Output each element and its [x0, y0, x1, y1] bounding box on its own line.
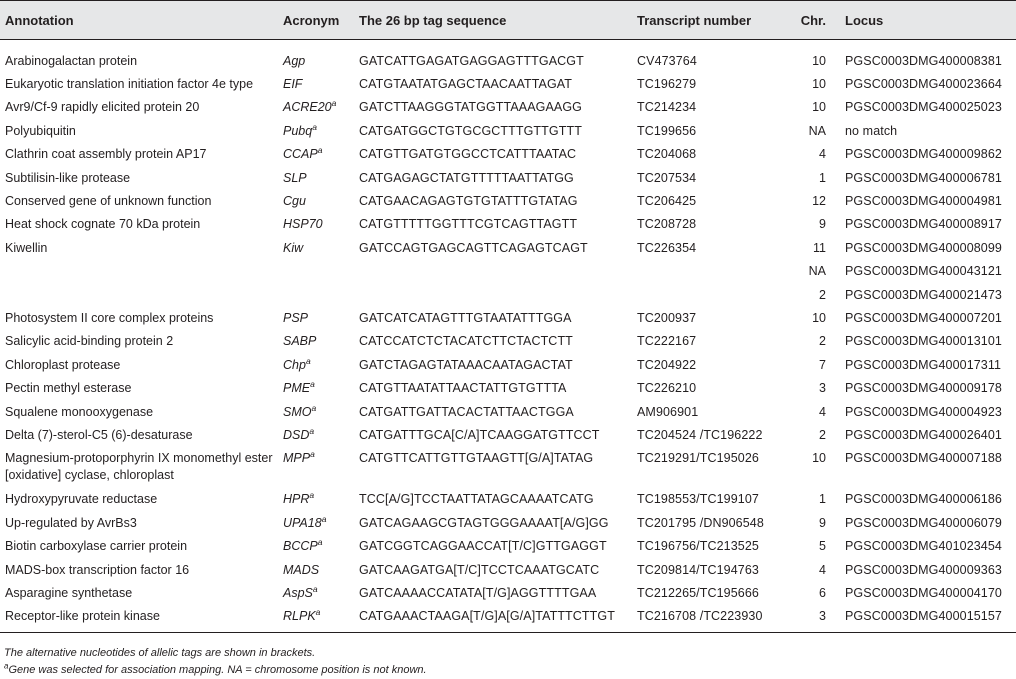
cell-annotation [0, 283, 278, 306]
cell-locus: PGSC0003DMG400017311 [845, 357, 1002, 372]
cell-tag-sequence: GATCCAGTGAGCAGTTCAGAGTCAGT [359, 240, 588, 255]
cell-tag-sequence: GATCAGAAGCGTAGTGGGAAAAT[A/G]GG [359, 515, 609, 530]
acronym-text: Agp [283, 53, 306, 68]
cell-locus: PGSC0003DMG400043121 [845, 264, 1002, 279]
cell-locus: PGSC0003DMG400004170 [845, 585, 1002, 600]
cell-transcript-number: TC209814/TC194763 [637, 562, 759, 577]
cell-transcript-number: TC208728 [637, 217, 697, 232]
cell-locus: PGSC0003DMG400026401 [845, 427, 1002, 442]
cell-annotation: Kiwellin [5, 240, 48, 255]
cell-transcript-number: TC196756/TC213525 [637, 539, 759, 554]
cell-chromosome: 12 [812, 194, 826, 209]
cell-chromosome: 1 [819, 170, 826, 185]
cell-acronym [278, 605, 354, 633]
cell-tag-sequence: GATCATTGAGATGAGGAGTTTGACGT [359, 53, 584, 68]
footnote-marker: a [309, 425, 315, 436]
cell-transcript-number: TC204922 [637, 357, 697, 372]
cell-transcript-number: TC198553/TC199107 [637, 492, 759, 507]
cell-acronym [278, 40, 354, 73]
footnote-marker: a [311, 402, 317, 413]
cell-chromosome: 10 [812, 100, 826, 115]
cell-transcript-number: TC207534 [637, 170, 697, 185]
cell-transcript-number [632, 260, 780, 283]
cell-transcript-number: TC222167 [637, 334, 697, 349]
cell-transcript-number: TC204524 /TC196222 [637, 427, 763, 442]
acronym-text: HPR [283, 492, 310, 507]
acronym-text: MADS [283, 562, 320, 577]
cell-transcript-number: TC200937 [637, 310, 697, 325]
cell-acronym [278, 143, 354, 166]
table-row [0, 40, 1016, 73]
cell-transcript-number: TC212265/TC195666 [637, 585, 759, 600]
header-acronym: Acronym [278, 1, 354, 40]
cell-chromosome: 4 [819, 147, 826, 162]
cell-tag-sequence: GATCATCATAGTTTGTAATATTTGGA [359, 310, 572, 325]
cell-annotation: Chloroplast protease [5, 357, 121, 372]
cell-locus: PGSC0003DMG400008381 [845, 53, 1002, 68]
cell-locus: PGSC0003DMG400004981 [845, 194, 1002, 209]
table-row [0, 236, 1016, 259]
table-header-row [0, 1, 1016, 40]
acronym-text: EIF [283, 77, 303, 92]
cell-chromosome: 10 [812, 450, 826, 465]
footnote-marker: a [312, 583, 318, 594]
acronym-text: DSD [283, 427, 310, 442]
acronym-text: SMO [283, 404, 312, 419]
cell-acronym [278, 260, 354, 283]
cell-tag-sequence: GATCGGTCAGGAACCAT[T/C]GTTGAGGT [359, 539, 607, 554]
cell-chromosome: NA [808, 123, 826, 138]
cell-acronym [278, 189, 354, 212]
cell-annotation: Clathrin coat assembly protein AP17 [5, 147, 207, 162]
cell-chromosome: 2 [819, 287, 826, 302]
cell-chromosome: 10 [812, 77, 826, 92]
table-footnotes [4, 645, 427, 679]
cell-chromosome: 10 [812, 310, 826, 325]
header-chromosome: Chr. [780, 1, 840, 40]
cell-transcript-number: TC196279 [637, 77, 697, 92]
table-row [0, 119, 1016, 142]
acronym-text: AspS [283, 585, 313, 600]
table-row [0, 558, 1016, 581]
cell-acronym [278, 423, 354, 446]
footnote-marker: a [309, 490, 315, 501]
cell-acronym [278, 511, 354, 534]
cell-transcript-number: TC216708 /TC223930 [632, 605, 780, 633]
cell-tag-sequence: CATGTTTTTGGTTTCGTCAGTTAGTT [359, 217, 578, 232]
cell-transcript-number: TC206425 [637, 194, 697, 209]
cell-acronym [278, 447, 354, 488]
cell-locus: PGSC0003DMG400009363 [845, 562, 1002, 577]
header-locus: Locus [840, 1, 1016, 40]
acronym-text: Cgu [283, 194, 306, 209]
footnote-marker: a [317, 536, 323, 547]
cell-locus: PGSC0003DMG400013101 [845, 334, 1002, 349]
cell-tag-sequence: CATGATTTGCA[C/A]TCAAGGATGTTCCT [359, 427, 600, 442]
cell-annotation: Salicylic acid-binding protein 2 [5, 334, 174, 349]
cell-chromosome: 4 [819, 562, 826, 577]
cell-chromosome: 9 [819, 217, 826, 232]
cell-locus: PGSC0003DMG400008917 [845, 217, 1002, 232]
cell-annotation: Eukaryotic translation initiation factor 4e type [5, 77, 254, 92]
footnote-association-text: Gene was selected for association mapping. NA = chromosome position is not known. [8, 664, 427, 676]
cell-locus: PGSC0003DMG400009178 [845, 381, 1002, 396]
cell-transcript-number [632, 283, 780, 306]
cell-transcript-number: CV473764 [637, 53, 697, 68]
cell-acronym [278, 283, 354, 306]
table-row [0, 353, 1016, 376]
acronym-text: CCAP [283, 147, 318, 162]
cell-acronym [278, 558, 354, 581]
cell-chromosome: 2 [819, 427, 826, 442]
cell-acronym [278, 330, 354, 353]
cell-annotation: Magnesium-protoporphyrin IX monomethyl ester [oxidative] cyclase, chloroplast [5, 450, 273, 482]
acronym-text: HSP70 [283, 217, 323, 232]
cell-acronym [278, 581, 354, 604]
table-row [0, 488, 1016, 511]
cell-tag-sequence: CATGAAACTAAGA[T/G]A[G/A]TATTTCTTGT [354, 605, 632, 633]
cell-annotation: Photosystem II core complex proteins [5, 310, 214, 325]
cell-tag-sequence: CATGAGAGCTATGTTTTTAATTATGG [359, 170, 574, 185]
cell-annotation: Conserved gene of unknown function [5, 194, 212, 209]
cell-tag-sequence [354, 260, 632, 283]
cell-acronym [278, 213, 354, 236]
acronym-text: UPA18 [283, 515, 322, 530]
table-row [0, 423, 1016, 446]
cell-chromosome: 5 [819, 539, 826, 554]
cell-locus: PGSC0003DMG400007188 [845, 450, 1002, 465]
cell-locus: PGSC0003DMG401023454 [845, 539, 1002, 554]
cell-locus: PGSC0003DMG400021473 [845, 287, 1002, 302]
cell-locus: PGSC0003DMG400007201 [845, 310, 1002, 325]
cell-locus: PGSC0003DMG400015157 [840, 605, 1016, 633]
cell-locus: PGSC0003DMG400023664 [845, 77, 1002, 92]
cell-tag-sequence: CATGTTCATTGTTGTAAGTT[G/A]TATAG [359, 450, 594, 465]
acronym-text: ACRE20 [283, 100, 332, 115]
acronym-text: BCCP [283, 539, 318, 554]
cell-transcript-number: AM906901 [637, 404, 699, 419]
cell-locus: PGSC0003DMG400006079 [845, 515, 1002, 530]
cell-annotation: Heat shock cognate 70 kDa protein [5, 217, 201, 232]
cell-annotation: Avr9/Cf-9 rapidly elicited protein 20 [5, 100, 200, 115]
cell-acronym [278, 72, 354, 95]
footnote-marker: a [310, 448, 315, 459]
table-row [0, 330, 1016, 353]
cell-acronym [278, 306, 354, 329]
header-annotation: Annotation [0, 1, 278, 40]
cell-annotation: Biotin carboxylase carrier protein [5, 539, 188, 554]
cell-chromosome: 4 [819, 404, 826, 419]
acronym-text: PSP [283, 310, 309, 325]
table-row [0, 376, 1016, 399]
cell-transcript-number: TC219291/TC195026 [637, 450, 759, 465]
cell-tag-sequence: CATGTTGATGTGGCCTCATTTAATAC [359, 147, 577, 162]
acronym-text: Chp [283, 357, 306, 372]
cell-tag-sequence: CATGAACAGAGTGTGTATTTGTATAG [359, 194, 578, 209]
cell-transcript-number: TC201795 /DN906548 [637, 515, 764, 530]
table-row [0, 534, 1016, 557]
table-row [0, 306, 1016, 329]
cell-acronym [278, 534, 354, 557]
acronym-text: MPP [283, 450, 311, 465]
acronym-text: RLPK [283, 609, 316, 624]
cell-chromosome: 3 [819, 381, 826, 396]
footnote-marker: a [4, 661, 9, 671]
cell-annotation: Up-regulated by AvrBs3 [5, 515, 137, 530]
footnote-marker: a [317, 145, 323, 156]
cell-transcript-number: TC199656 [637, 123, 697, 138]
cell-annotation: Subtilisin-like protease [5, 170, 131, 185]
footnote-marker: a [312, 121, 317, 132]
cell-chromosome: 2 [819, 334, 826, 349]
table-row [0, 283, 1016, 306]
cell-tag-sequence [354, 283, 632, 306]
cell-acronym [278, 119, 354, 142]
cell-annotation: Receptor-like protein kinase [0, 605, 278, 633]
table-row [0, 511, 1016, 534]
cell-chromosome: 6 [819, 585, 826, 600]
cell-annotation [0, 260, 278, 283]
cell-tag-sequence: CATGATTGATTACACTATTAACTGGA [359, 404, 574, 419]
cell-locus: PGSC0003DMG400006186 [845, 492, 1002, 507]
table-row [0, 96, 1016, 119]
footnote-association-mapping [4, 662, 427, 679]
cell-transcript-number: TC204068 [637, 147, 697, 162]
cell-locus: PGSC0003DMG400008099 [845, 240, 1002, 255]
cell-tag-sequence: GATCTTAAGGGTATGGTTAAAGAAGG [359, 100, 582, 115]
cell-tag-sequence: GATCAAGATGA[T/C]TCCTCAAATGCATC [359, 562, 600, 577]
table-row [0, 400, 1016, 423]
cell-tag-sequence: GATCAAAACCATATA[T/G]AGGTTTTGAA [359, 585, 597, 600]
acronym-text: PME [283, 381, 311, 396]
cell-annotation: Delta (7)-sterol-C5 (6)-desaturase [5, 427, 193, 442]
cell-annotation: Squalene monooxygenase [5, 404, 154, 419]
table-row [0, 581, 1016, 604]
footnote-marker: a [321, 513, 327, 524]
acronym-text: Pubq [283, 123, 313, 138]
acronym-text: SLP [283, 170, 307, 185]
table-row [0, 189, 1016, 212]
cell-chromosome: 11 [813, 240, 826, 255]
table-row [0, 213, 1016, 236]
cell-tag-sequence: CATGTAATATGAGCTAACAATTAGAT [359, 77, 573, 92]
cell-acronym [278, 166, 354, 189]
cell-acronym [278, 353, 354, 376]
acronym-text: Kiw [283, 240, 304, 255]
table-row [0, 143, 1016, 166]
cell-tag-sequence: GATCTAGAGTATAAACAATAGACTAT [359, 357, 573, 372]
footnote-allelic-tags: The alternative nucleotides of allelic tags are shown in brackets. [4, 647, 316, 659]
table-row [0, 605, 1016, 633]
cell-chromosome: 1 [819, 492, 826, 507]
cell-transcript-number: TC226354 [637, 240, 697, 255]
footnote-marker: a [305, 355, 311, 366]
cell-tag-sequence: CATGATGGCTGTGCGCTTTGTTGTTT [359, 123, 582, 138]
table-row [0, 166, 1016, 189]
cell-chromosome: 7 [819, 357, 826, 372]
cell-transcript-number: TC226210 [637, 381, 697, 396]
cell-chromosome: 10 [812, 53, 826, 68]
cell-acronym [278, 400, 354, 423]
acronym-text: SABP [283, 334, 317, 349]
cell-tag-sequence: TCC[A/G]TCCTAATTATAGCAAAATCATG [359, 492, 594, 507]
cell-acronym [278, 96, 354, 119]
footnote-marker: a [310, 379, 315, 389]
cell-locus: PGSC0003DMG400004923 [845, 404, 1002, 419]
cell-locus: PGSC0003DMG400009862 [845, 147, 1002, 162]
table-row [0, 72, 1016, 95]
cell-locus: no match [845, 123, 898, 138]
cell-annotation: Pectin methyl esterase [5, 381, 132, 396]
cell-annotation: Asparagine synthetase [5, 585, 133, 600]
cell-annotation: Hydroxypyruvate reductase [5, 492, 158, 507]
cell-acronym [278, 488, 354, 511]
cell-chromosome: NA [808, 264, 826, 279]
footnote-marker: a [315, 607, 321, 618]
cell-transcript-number: TC214234 [637, 100, 697, 115]
cell-annotation: Polyubiquitin [5, 123, 76, 138]
header-transcript-number: Transcript number [632, 1, 780, 40]
cell-annotation: MADS-box transcription factor 16 [5, 562, 190, 577]
cell-acronym [278, 236, 354, 259]
footnote-marker: a [331, 98, 337, 109]
table-row [0, 260, 1016, 283]
table-row [0, 447, 1016, 488]
table-body [0, 40, 1016, 633]
cell-locus: PGSC0003DMG400006781 [845, 170, 1002, 185]
cell-annotation: Arabinogalactan protein [5, 53, 138, 68]
cell-chromosome: 9 [819, 515, 826, 530]
cell-locus: PGSC0003DMG400025023 [845, 100, 1002, 115]
cell-acronym [278, 376, 354, 399]
cell-tag-sequence: CATCCATCTCTACATCTTCTACTCTT [359, 334, 573, 349]
cell-tag-sequence: CATGTTAATATTAACTATTGTGTTTA [359, 381, 567, 396]
header-tag-sequence: The 26 bp tag sequence [354, 1, 632, 40]
cell-chromosome: 3 [780, 605, 840, 633]
